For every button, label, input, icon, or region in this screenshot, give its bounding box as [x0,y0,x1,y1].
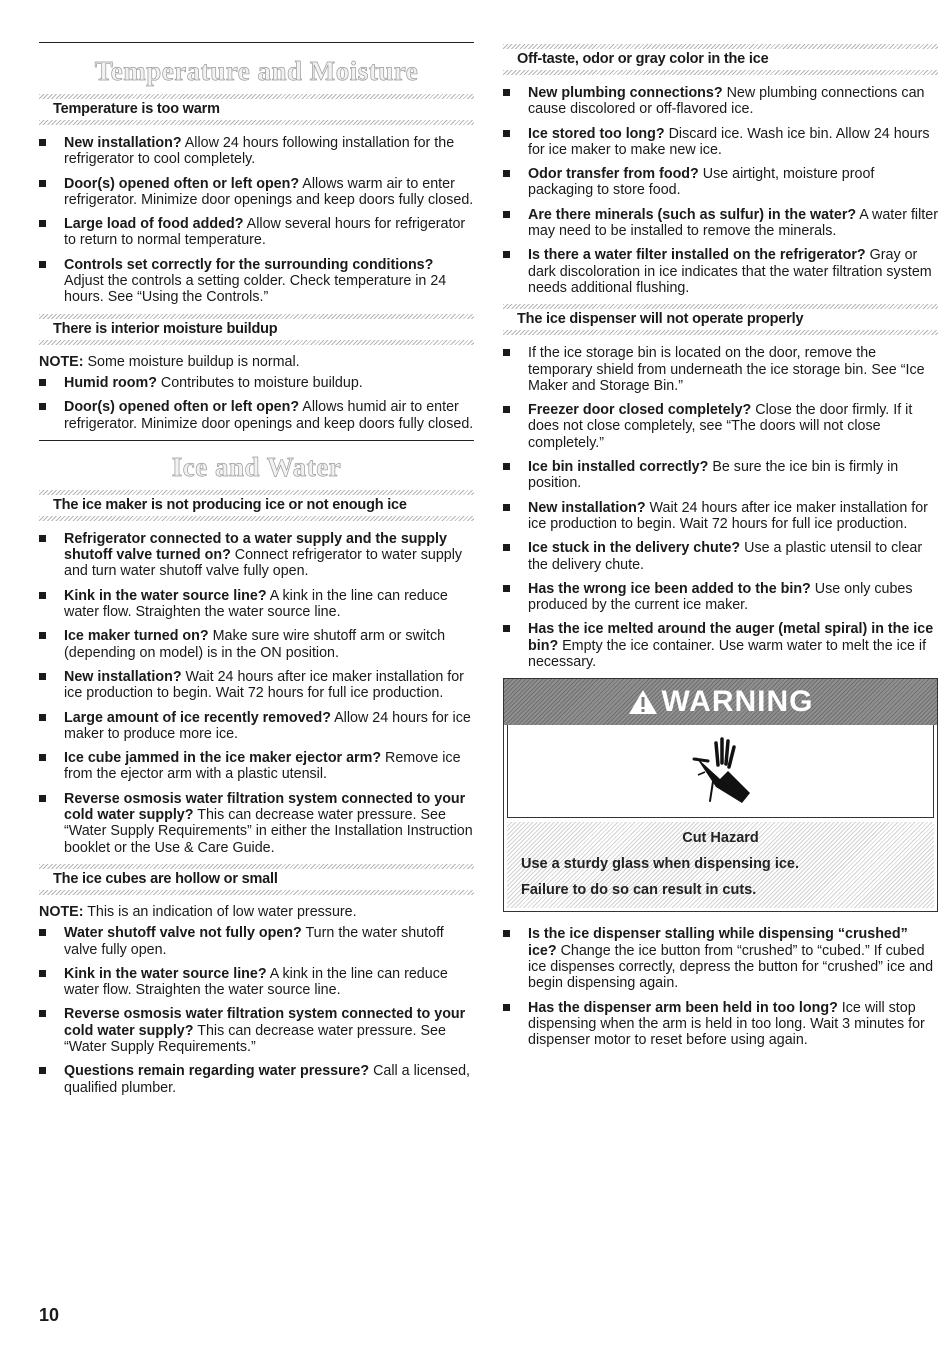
list-item: Reverse osmosis water filtration system connected to your cold water supply? This can decrease water pressure. See “Water Supply Requirements.” [39,1006,474,1055]
warning-box [503,678,938,912]
list-item: Freezer door closed completely? Close the door firmly. If it does not close completely, see “The doors will not close completely.” [503,402,938,451]
bullet-icon [503,251,510,258]
bullet-icon [39,180,46,187]
list-item: Humid room? Contributes to moisture buildup. [39,375,474,391]
bullet-icon [503,170,510,177]
warning-triangle-icon [628,689,658,715]
bullet-icon [39,1067,46,1074]
list-item: Ice maker turned on? Make sure wire shutoff arm or switch (depending on model) is in the ON position. [39,628,474,661]
bullet-icon [503,930,510,937]
list-item: Is there a water filter installed on the refrigerator? Gray or dark discoloration in ice indicates that the water filtration system needs additional flushing. [503,247,938,296]
list-dispenser-more [503,926,938,1048]
list-item: New installation? Wait 24 hours after ice maker installation for ice production to begin. Wait 72 hours for full ice production. [503,500,938,533]
section-rule [39,440,474,441]
bullet-icon [39,795,46,802]
subhead-dispenser: The ice dispenser will not operate properly [517,311,804,328]
list-item: Large amount of ice recently removed? Allow 24 hours for ice maker to produce more ice. [39,710,474,743]
hatch-divider [503,330,938,335]
hatch-divider [503,70,938,75]
bullet-icon [503,406,510,413]
section-rule [39,42,474,43]
warning-body [507,822,934,908]
list-item: Ice bin installed correctly? Be sure the ice bin is firmly in position. [503,459,938,492]
list-item: Is the ice dispenser stalling while dispensing “crushed” ice? Change the ice button from “crushed” to “cubed.” If cubed ice dispenses correctly, depress the button for “crushed” ice and begin dispensing again. [503,926,938,991]
list-item: Kink in the water source line? A kink in the line can reduce water flow. Straighten the water source line. [39,966,474,999]
list-item: Has the wrong ice been added to the bin? Use only cubes produced by the current ice maker. [503,581,938,614]
hatch-divider [39,120,474,125]
section-title-ice-water: Ice and Water [171,451,342,482]
warning-header [504,679,937,725]
warning-label: WARNING [661,685,814,719]
bullet-icon [503,625,510,632]
subhead-moisture: There is interior moisture buildup [53,320,278,337]
list-item: Ice stuck in the delivery chute? Use a plastic utensil to clear the delivery chute. [503,540,938,573]
warning-line: Failure to do so can result in cuts. [521,882,757,899]
page-number: 10 [39,1305,60,1325]
hatch-divider [39,516,474,521]
bullet-icon [39,261,46,268]
bullet-icon [39,220,46,227]
list-item: Refrigerator connected to a water supply and the supply shutoff valve turned on? Connect refrigerator to water supply and turn water shutoff valve fully open. [39,531,474,580]
bullet-icon [39,970,46,977]
list-dispenser [503,345,938,670]
list-item: Are there minerals (such as sulfur) in the water? A water filter may need to be installed to remove the minerals. [503,207,938,240]
bullet-icon [39,929,46,936]
bullet-icon [503,1004,510,1011]
list-item: Door(s) opened often or left open? Allows humid air to enter refrigerator. Minimize door openings and keep doors fully closed. [39,399,474,432]
list-not-producing [39,531,474,856]
bullet-icon [39,535,46,542]
list-item: Kink in the water source line? A kink in the line can reduce water flow. Straighten the water source line. [39,588,474,621]
cut-hand-icon [676,731,766,811]
list-item: New plumbing connections? New plumbing connections can cause discolored or off-flavored ice. [503,85,938,118]
bullet-icon [503,504,510,511]
hazard-title: Cut Hazard [682,830,759,847]
list-item: Controls set correctly for the surrounding conditions? Adjust the controls a setting colder. Check temperature in 24 hours. See “Using the Controls.” [39,257,474,306]
bullet-icon [503,463,510,470]
bullet-icon [503,89,510,96]
list-item: Has the ice melted around the auger (metal spiral) in the ice bin? Empty the ice container. Use warm water to melt the ice if necessary. [503,621,938,670]
subhead-off-taste: Off-taste, odor or gray color in the ice [517,51,769,67]
list-hollow [39,925,474,1096]
bullet-icon [503,544,510,551]
bullet-icon [503,130,510,137]
hatch-divider [39,340,474,345]
bullet-icon [39,673,46,680]
list-moisture [39,375,474,432]
list-item: If the ice storage bin is located on the door, remove the temporary shield from underneath the ice storage bin. See “Ice Maker and Storage Bin.” [503,345,938,394]
section-title-temperature: Temperature and Moisture [94,56,419,86]
bullet-icon [39,632,46,639]
bullet-icon [39,139,46,146]
list-item: Ice stored too long? Discard ice. Wash ice bin. Allow 24 hours for ice maker to make new ice. [503,126,938,159]
subhead-hollow: The ice cubes are hollow or small [53,870,278,887]
subhead-temp-warm: Temperature is too warm [53,101,220,117]
list-item: Odor transfer from food? Use airtight, moisture proof packaging to store food. [503,166,938,199]
right-column [503,0,938,1056]
bullet-icon [39,379,46,386]
list-temp-warm [39,135,474,306]
bullet-icon [39,754,46,761]
hatch-divider [39,890,474,895]
bullet-icon [39,592,46,599]
list-item: New installation? Wait 24 hours after ice maker installation for ice production to begin. Wait 72 hours for full ice production. [39,669,474,702]
list-item: Door(s) opened often or left open? Allows warm air to enter refrigerator. Minimize door openings and keep doors fully closed. [39,176,474,209]
note-moisture: NOTE: Some moisture buildup is normal. [39,353,300,370]
left-column [39,0,474,1104]
bullet-icon [503,585,510,592]
list-off-taste [503,85,938,296]
bullet-icon [503,211,510,218]
subhead-not-producing: The ice maker is not producing ice or not enough ice [53,496,407,513]
list-item: Ice cube jammed in the ice maker ejector arm? Remove ice from the ejector arm with a plastic utensil. [39,750,474,783]
bullet-icon [39,403,46,410]
cut-hazard-pictogram [507,725,934,818]
list-item: Has the dispenser arm been held in too long? Ice will stop dispensing when the arm is held in too long. Wait 3 minutes for dispenser motor to reset before using again. [503,1000,938,1049]
list-item: Questions remain regarding water pressure? Call a licensed, qualified plumber. [39,1063,474,1096]
bullet-icon [39,714,46,721]
list-item: Reverse osmosis water filtration system connected to your cold water supply? This can decrease water pressure. See “Water Supply Requirements” in either the Installation Instruction booklet or the Use & Care Guide. [39,791,474,856]
list-item: New installation? Allow 24 hours following installation for the refrigerator to cool completely. [39,135,474,168]
warning-line: Use a sturdy glass when dispensing ice. [521,856,800,873]
note-hollow: NOTE: This is an indication of low water pressure. [39,903,357,920]
list-item: Water shutoff valve not fully open? Turn the water shutoff valve fully open. [39,925,474,958]
bullet-icon [503,349,510,356]
list-item: Large load of food added? Allow several hours for refrigerator to return to normal temperature. [39,216,474,249]
bullet-icon [39,1010,46,1017]
